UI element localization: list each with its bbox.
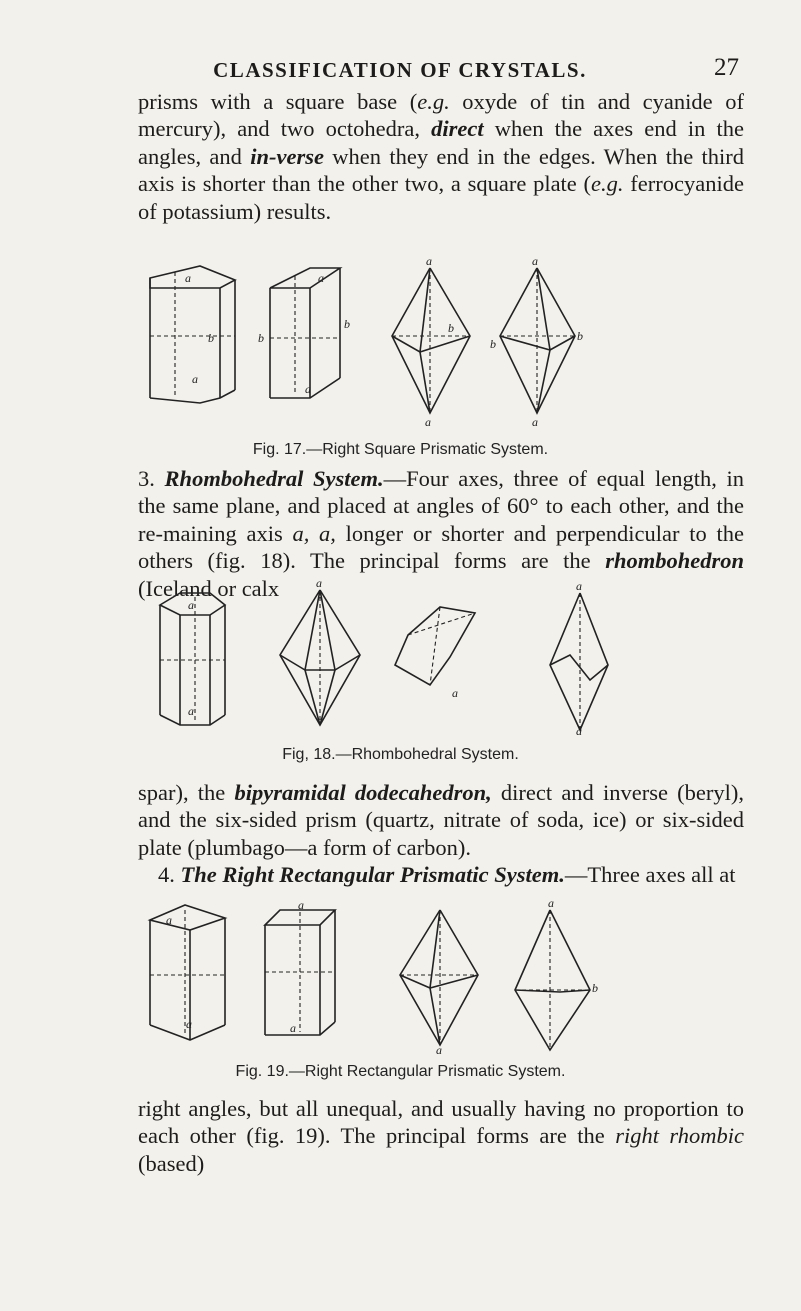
svg-text:b: b xyxy=(258,331,264,345)
paragraph-3: spar), the bipyramidal dodecahedron, direct and inverse (beryl), and the six-sided prism (quartz, nitrate of soda, ice) or six-sided plate (plumbago—a form of carbon). xyxy=(138,780,744,860)
figure-18-caption: Fig, 18.—Rhombohedral System. xyxy=(282,746,519,763)
hexagonal-prism-figure xyxy=(160,593,225,725)
page-number: 27 xyxy=(714,54,739,81)
running-header: CLASSIFICATION OF CRYSTALS. xyxy=(213,58,587,82)
figure-19-drawing xyxy=(130,896,750,1057)
svg-text:a: a xyxy=(425,415,431,429)
figure-17-caption: Fig. 17.—Right Square Prismatic System. xyxy=(252,441,549,458)
bipyramid-figure xyxy=(280,576,360,725)
figure-18-drawing xyxy=(130,576,750,738)
rectangular-prism-figure xyxy=(150,905,225,1040)
paragraph-4: 4. The Right Rectangular Prismatic System.—Three axes all at xyxy=(158,862,736,887)
svg-text:a: a xyxy=(452,686,458,700)
svg-text:a: a xyxy=(576,579,582,593)
svg-text:a: a xyxy=(305,382,311,396)
paragraph-1: prisms with a square base (e.g. oxyde of tin and cyanide of mercury), and two octohedra, direct when the axes end in the angles, and in-verse when they end in the edges. When the third axis is shorter than the other two, a square plate (e.g. ferrocyanide of potassium) results. xyxy=(138,89,745,224)
figure-17-illustration xyxy=(130,254,750,429)
svg-text:a: a xyxy=(186,1017,192,1031)
svg-text:a: a xyxy=(192,372,198,386)
paragraph-2: 3. Rhombohedral System.—Four axes, three of equal length, in the same plane, and placed at angles of 60° to each other, and the re-maining axis a, a, longer or shorter and perpendicular to the others (fig. 18). The principal forms are the rhombohedron (Iceland or calx xyxy=(138,466,744,601)
scalenohedron-figure xyxy=(550,579,608,738)
svg-text:a: a xyxy=(548,896,554,910)
rhombic-octahedron-figure xyxy=(400,910,478,1057)
svg-text:b: b xyxy=(577,329,583,343)
figure-18-illustration xyxy=(130,576,750,738)
inverse-octahedron-figure xyxy=(490,254,583,429)
svg-text:b: b xyxy=(344,317,350,331)
figure-19-caption: Fig. 19.—Right Rectangular Prismatic System. xyxy=(235,1063,566,1080)
svg-text:a: a xyxy=(436,1043,442,1057)
svg-text:b: b xyxy=(490,337,496,351)
svg-text:b: b xyxy=(208,331,214,345)
svg-text:a: a xyxy=(316,576,322,590)
svg-text:a: a xyxy=(185,271,191,285)
figure-19-illustration xyxy=(130,896,750,1057)
svg-text:a: a xyxy=(188,598,194,612)
direct-octahedron-figure xyxy=(392,254,470,429)
svg-text:b: b xyxy=(592,981,598,995)
svg-text:a: a xyxy=(290,1021,296,1035)
svg-text:a: a xyxy=(298,898,304,912)
svg-text:a: a xyxy=(318,271,324,285)
tall-prism-figure xyxy=(258,268,350,398)
figure-17-drawing xyxy=(130,254,750,429)
inverse-rhombic-octahedron-figure xyxy=(515,896,598,1050)
paragraph-5: right angles, but all unequal, and usually having no proportion to each other (fig. 19). The principal forms are the right rhombic (based) xyxy=(138,1096,744,1176)
svg-text:a: a xyxy=(532,254,538,268)
svg-text:a: a xyxy=(188,704,194,718)
svg-text:a: a xyxy=(426,254,432,268)
square-prism-figure xyxy=(150,266,235,403)
svg-text:a: a xyxy=(576,724,582,738)
svg-text:b: b xyxy=(448,321,454,335)
svg-text:a: a xyxy=(166,913,172,927)
svg-text:a: a xyxy=(532,415,538,429)
rhombohedron-figure xyxy=(395,607,475,700)
right-prism-figure xyxy=(265,898,335,1035)
